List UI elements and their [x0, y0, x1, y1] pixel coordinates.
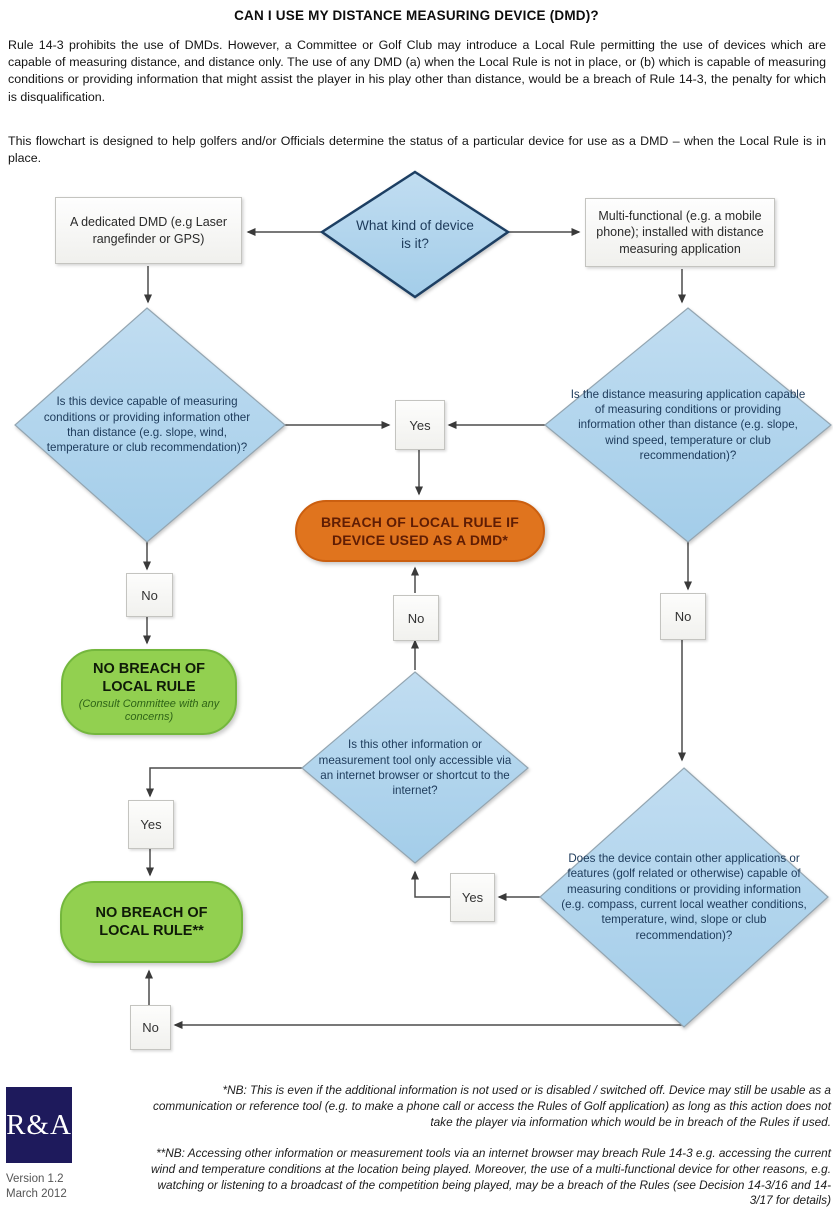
version-date: March 2012 [6, 1188, 67, 1200]
root-question-text: What kind of device is it? [356, 218, 474, 251]
intro-paragraph-2: This flowchart is designed to help golfers and/or Officials determine the status of a particular device for use as a DMD – when the Local Rule is in place. [8, 134, 826, 166]
diamond-internet-question [302, 672, 528, 863]
ra-logo: R&A [6, 1087, 72, 1163]
yes-box-left: Yes [128, 800, 174, 849]
footnote-1: *NB: This is even if the additional information is not used or is disabled / switched off. Device may still be usable as a communication or reference tool (e.g. to make a phone call or access the Rules of Golf application) as long as this action does not take the player via information which would be in breach of the Rules if used. [152, 1083, 831, 1129]
no-box-right: No [660, 593, 706, 640]
diamond-other-features-question [540, 768, 828, 1027]
no-breach-pill-2 [60, 881, 243, 963]
no-breach-note: (Consult Committee with any concerns) [78, 697, 220, 724]
no-box-center: No [393, 595, 439, 641]
no-breach-title: NO BREACH OF LOCAL RULE [93, 660, 205, 695]
dedicated-dmd-box: A dedicated DMD (e.g Laser rangefinder or GPS) [55, 197, 242, 264]
diamond-app-question [545, 308, 831, 542]
version-info [6, 1172, 126, 1202]
diamond-dedicated-question [15, 308, 285, 542]
footnote-2: **NB: Accessing other information or measurement tools via an internet browser may breach Rule 14-3 e.g. accessing the current wind and temperature conditions at the location being played. Moreover, the use of a multi-functional device for other reasons, e.g. watching or listening to a broadcast of the competition being played, may be a breach of the Rules (see Decision 14-3/16 and 14-3/17 for details) [150, 1146, 831, 1208]
no-box-left: No [126, 573, 173, 617]
internet-question-text: Is this other information or measurement tool only accessible via an internet browser or shortcut to the internet? [318, 738, 512, 798]
multifunctional-box: Multi-functional (e.g. a mobile phone); installed with distance measuring application [585, 198, 775, 267]
no-breach2-title: NO BREACH OF LOCAL RULE** [95, 904, 208, 939]
version-number: Version 1.2 [6, 1173, 64, 1185]
breach-of-local-rule-pill [295, 500, 545, 562]
page-title: CAN I USE MY DISTANCE MEASURING DEVICE (DMD)? [234, 8, 599, 23]
yes-box-center: Yes [395, 400, 445, 450]
connector-yes-to-middiamond [415, 872, 450, 897]
no-box-bottom: No [130, 1005, 171, 1050]
diamond-root-question [322, 172, 508, 297]
breach-of-local-rule-text: BREACH OF LOCAL RULE IF DEVICE USED AS A DMD* [320, 513, 519, 548]
yes-box-middle: Yes [450, 873, 495, 922]
no-breach-pill-1 [61, 649, 237, 735]
other-features-question-text: Does the device contain other applications or features (golf related or otherwise) capable of measuring conditions or providing information (e.g. compass, current local weather conditions, temperature, wind, slope or club recommendation)? [561, 852, 807, 942]
dedicated-question-text: Is this device capable of measuring conditions or providing information other than distance (e.g. slope, wind, temperature or club recommendation)? [43, 395, 251, 455]
app-question-text: Is the distance measuring application capable of measuring conditions or providing information other than distance (e.g. slope, wind speed, temperature or club recommendation)? [570, 387, 806, 462]
intro-paragraph-1: Rule 14-3 prohibits the use of DMDs. However, a Committee or Golf Club may introduce a Local Rule permitting the use of devices which are capable of measuring distance, and distance only. The use of any DMD (a) when the Local Rule is not in place, or (b) which is capable of measuring conditions or providing information that might assist the player in his play other than distance, would be a breach of Rule 14-3, the penalty for which is disqualification. [8, 38, 826, 104]
connector-middiamond-to-yesleft [150, 768, 302, 796]
